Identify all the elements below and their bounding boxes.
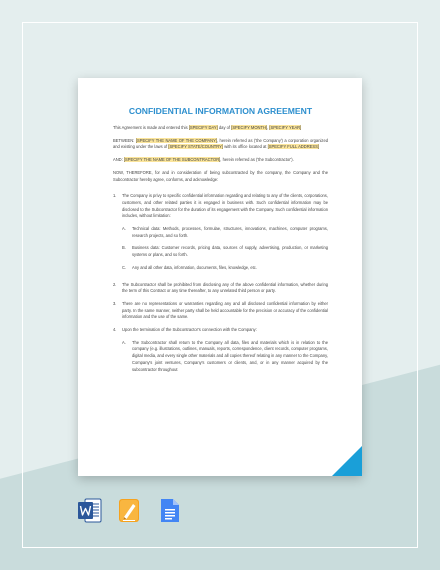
subclause-text: Technical data: Methods, processes, formulae, structures, innovations, machines, computer programs, research projects, and so forth. [132,226,328,238]
placeholder-year: [SPECIFY YEAR] [269,125,302,130]
clause-item [113,282,328,295]
subclause-item [122,265,328,272]
clause-text: There are no representations or warranties regarding any and all disclosed confidential information by either party. In the same manner, neither party shall be held accountable for the precision or accuracy of the confidential information and the use of the same. [122,300,328,320]
between-text-1: BETWEEN: [113,137,136,143]
subclause-item [122,226,328,239]
and-text-2: , herein referred as ('the Subcontractor'). [220,157,294,163]
subclause-letter: B. [122,245,126,251]
word-icon[interactable] [78,498,100,523]
subclause-letter: A. [122,339,126,345]
between-paragraph [113,138,328,151]
clause-text: The Subcontractor shall be prohibited from disclosing any of the above confidential information, whether during the term of this Contract or any time thereafter, to any unrelated third person or party. [122,281,328,294]
intro-text-3: , [267,125,269,130]
clause-text: The Company is privy to specific confidential information regarding and relating to any of the clients, corporations, customers, and other related parties it is engaged in business with. Such confidential information may be disclosed to the Subcontractor for the duration of its engagement with the Company. Such confidential information includes, without limitation: [122,193,328,219]
pages-icon[interactable] [118,498,140,523]
clause-item [113,327,328,334]
subclause-text: Business data: Customer records, pricing data, sources of supply, advertising, production, or marketing systems or plans, and so forth. [132,245,328,258]
clause-number: 2. [113,281,117,287]
subclause-text: Any and all other data, information, documents, files, knowledge, etc. [132,264,257,270]
subclause-item [122,245,328,258]
clause-item [113,193,328,220]
subclause-text: The Subcontractor shall return to the Company all data, files and materials which is in relation to the company (e.g. illustrations, outlines, manuals, reports, correspondence, client records, computer programs, digital media, and every single other materials and all copies thereof relating in any manner to the Company, Company's joint ventures, Company's customers or clients, and, or in any manner acquired by the subcontractor throughout [132,339,328,372]
document-title: CONFIDENTIAL INFORMATION AGREEMENT [128,106,313,116]
document-page [78,78,362,476]
subclause-letter: A. [122,226,126,232]
clause-number: 3. [113,300,117,306]
between-text-2: , herein referred as ('the Company') a corporation organized and existing under the laws of [113,137,328,150]
subclause-item [122,340,328,374]
placeholder-subcontractor-name: [SPECIFY THE NAME OF THE SUBCONTRACTOR] [123,157,221,163]
placeholder-full-address: [SPECIFY FULL ADDRESS] [267,144,320,150]
intro-paragraph [113,125,328,132]
and-text-1: AND: [113,157,124,163]
placeholder-state-country: [SPECIFY STATE/COUNTRY] [168,144,224,150]
placeholder-company-name: [SPECIFY THE NAME OF THE COMPANY] [135,137,217,143]
page-corner-accent [332,446,362,476]
subclause-letter: C. [122,264,127,270]
document-content [113,106,328,379]
google-docs-icon[interactable] [160,498,182,523]
and-paragraph [113,157,328,164]
now-therefore-paragraph: NOW, THEREFORE, for and in consideration of being subcontracted by the company, the Company and the Subcontractor hereby agree, conforms, and acknowledge: [113,169,328,182]
clause-text: Upon the termination of the Subcontractor's connection with the Company: [122,327,257,333]
between-text-3: with its office located at [223,144,268,150]
intro-text-2: day of [217,125,232,130]
intro-text-1: This Agreement is made and entered this [113,125,189,130]
clause-number: 1. [113,193,117,199]
placeholder-day: [SPECIFY DAY] [188,125,218,130]
clause-number: 4. [113,327,117,333]
placeholder-month: [SPECIFY MONTH] [231,125,268,130]
clause-item [113,301,328,321]
